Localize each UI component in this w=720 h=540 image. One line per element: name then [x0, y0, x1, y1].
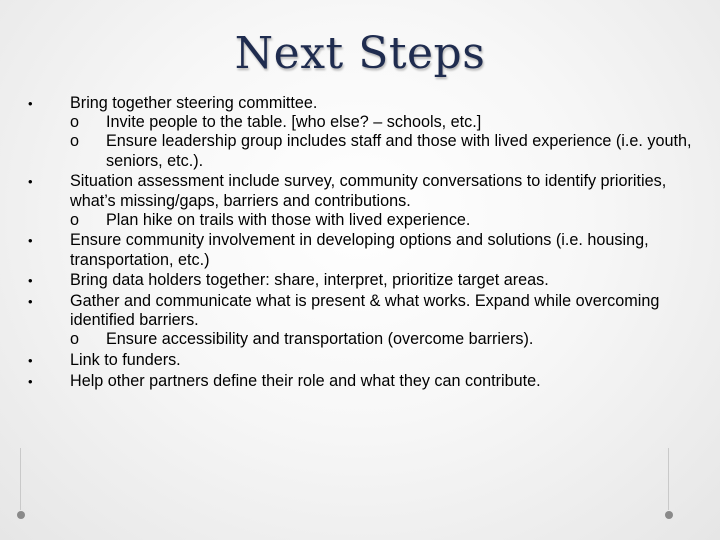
bullet-marker: • — [28, 233, 33, 249]
sub-bullet-marker: o — [70, 113, 80, 132]
bullet-text: Link to funders. — [70, 351, 181, 370]
sub-bullet-list — [70, 113, 696, 171]
sub-bullet-text: Ensure leadership group includes staff and those with lived experience (i.e. youth, seniors, etc.). — [106, 132, 692, 170]
bullet-item — [26, 172, 696, 230]
sub-bullet-text: Plan hike on trails with those with lived experience. — [106, 210, 471, 229]
bullet-text: Bring data holders together: share, interpret, prioritize target areas. — [70, 271, 549, 290]
sub-bullet-marker: o — [70, 210, 80, 229]
sub-bullet-text: Ensure accessibility and transportation (overcome barriers). — [106, 330, 534, 349]
bullet-text: Help other partners define their role and what they can contribute. — [70, 371, 541, 390]
sub-bullet-text: Invite people to the table. [who else? – schools, etc.] — [106, 113, 482, 132]
slide-title: Next Steps — [234, 28, 486, 79]
left-decorative-dot — [17, 511, 25, 519]
sub-bullet-list — [70, 211, 696, 230]
right-decorative-dot — [665, 511, 673, 519]
bullet-item — [26, 292, 696, 350]
bullet-item — [26, 271, 696, 290]
bullet-marker: • — [28, 273, 33, 289]
bullet-item — [26, 351, 696, 370]
left-decorative-line — [20, 448, 21, 510]
sub-bullet-item — [70, 330, 696, 349]
bullet-text: Situation assessment include survey, community conversations to identify priorities, what’s missing/gaps, barriers and contributions. — [70, 172, 667, 210]
sub-bullet-marker: o — [70, 132, 80, 151]
bullet-item — [26, 372, 696, 391]
sub-bullet-item — [70, 113, 696, 132]
bullet-marker: • — [28, 96, 33, 111]
bullet-text: Ensure community involvement in developing options and solutions (i.e. housing, transportation, etc.) — [70, 231, 649, 269]
bullet-marker: • — [28, 353, 33, 369]
bullet-text: Gather and communicate what is present & what works. Expand while overcoming identified barriers. — [70, 292, 660, 330]
bullet-text: Bring together steering committee. — [70, 94, 318, 112]
sub-bullet-list — [70, 330, 696, 349]
sub-bullet-item — [70, 211, 696, 230]
bullet-marker: • — [28, 373, 33, 389]
sub-bullet-item — [70, 132, 696, 170]
bullet-marker: • — [28, 174, 33, 190]
bullet-item — [26, 94, 696, 171]
right-decorative-line — [668, 448, 669, 510]
bullet-item — [26, 231, 696, 269]
bullet-list — [26, 94, 696, 393]
sub-bullet-marker: o — [70, 330, 80, 349]
bullet-marker: • — [28, 294, 33, 310]
